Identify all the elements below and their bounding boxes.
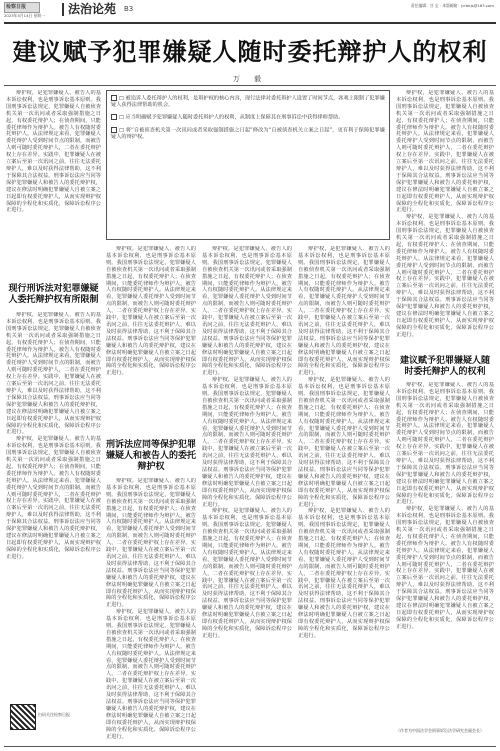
bottom-rule	[4, 746, 496, 747]
paragraph: 辩护权，是犯罪嫌疑人、被告人的基本诉讼权利，也是刑事诉讼基本原则。我国刑事诉讼法规定，犯罪嫌疑人自被侦查机关第一次讯问或者采取强制措施之日起，有权委托辩护人；在侦查期间，只能委托律师作为辩护人。被告人有权随时委托辩护人。从法律规定来看，犯罪嫌疑人委托辩护人受到时间节点的限制，而被告人则可随时委托辩护人，二者在委托辩护权上存在差异。实践中，犯罪嫌疑人在被立案后至第一次讯问之前，往往无法委托辩护人，难以及时获得法律帮助，这不利于保障其合法权益。刑事诉讼法应当同等保护犯罪嫌疑人和被告人的委托辩护权，建议在修法时明确犯罪嫌疑人自被立案之日起即有权委托辩护人，从而实现辩护权保障的全程化和实质化，保障诉讼程序公正进行。	[106, 478, 196, 609]
paragraph: 辩护权，是犯罪嫌疑人、被告人的基本诉讼权利，也是刑事诉讼基本原则。我国刑事诉讼法规定，犯罪嫌疑人自被侦查机关第一次讯问或者采取强制措施之日起，有权委托辩护人；在侦查期间，只能委托律师作为辩护人。被告人有权随时委托辩护人。从法律规定来看，犯罪嫌疑人委托辩护人受到时间节点的限制，而被告人则可随时委托辩护人，二者在委托辩护权上存在差异。实践中，犯罪嫌疑人在被立案后至第一次讯问之前，往往无法委托辩护人，难以及时获得法律帮助，这不利于保障其合法权益。刑事诉讼法应当同等保护犯罪嫌疑人和被告人的委托辩护权，建议在修法时明确犯罪嫌疑人自被立案之日起即有权委托辩护人，从而实现辩护权保障的全程化和实质化，保障诉讼程序公正进行。	[396, 506, 494, 630]
column-1-text-2	[6, 312, 101, 697]
paragraph: 辩护权，是犯罪嫌疑人、被告人的基本诉讼权利，也是刑事诉讼基本原则。我国刑事诉讼法规定，犯罪嫌疑人自被侦查机关第一次讯问或者采取强制措施之日起，有权委托辩护人；在侦查期间，只能委托律师作为辩护人。被告人有权随时委托辩护人。从法律规定来看，犯罪嫌疑人委托辩护人受到时间节点的限制，而被告人则可随时委托辩护人，二者在委托辩护权上存在差异。实践中，犯罪嫌疑人在被立案后至第一次讯问之前，往往无法委托辩护人，难以及时获得法律帮助，这不利于保障其合法权益。刑事诉讼法应当同等保护犯罪嫌疑人和被告人的委托辩护权，建议在修法时明确犯罪嫌疑人自被立案之日起即有权委托辩护人，从而实现辩护权保障的全程化和实质化，保障诉讼程序公正进行。	[396, 382, 494, 506]
bullet-square-icon	[111, 127, 117, 133]
paragraph: 辩护权，是犯罪嫌疑人、被告人的基本诉讼权利，也是刑事诉讼基本原则。我国刑事诉讼法规定，犯罪嫌疑人自被侦查机关第一次讯问或者采取强制措施之日起，有权委托辩护人；在侦查期间，只能委托律师作为辩护人。被告人有权随时委托辩护人。从法律规定来看，犯罪嫌疑人委托辩护人受到时间节点的限制，而被告人则可随时委托辩护人，二者在委托辩护权上存在差异。实践中，犯罪嫌疑人在被立案后至第一次讯问之前，往往无法委托辩护人，难以及时获得法律帮助，这不利于保障其合法权益。刑事诉讼法应当同等保护犯罪嫌疑人和被告人的委托辩护权，建议在修法时明确犯罪嫌疑人自被立案之日起即有权委托辩护人，从而实现辩护权保障的全程化和实质化，保障诉讼程序公正进行。	[106, 609, 196, 740]
column-2-text	[106, 246, 196, 436]
column-5-text-2	[396, 382, 494, 722]
paragraph: 辩护权，是犯罪嫌疑人、被告人的基本诉讼权利，也是刑事诉讼基本原则。我国刑事诉讼法规定，犯罪嫌疑人自被侦查机关第一次讯问或者采取强制措施之日起，有权委托辩护人；在侦查期间，只能委托律师作为辩护人。被告人有权随时委托辩护人。从法律规定来看，犯罪嫌疑人委托辩护人受到时间节点的限制，而被告人则可随时委托辩护人，二者在委托辩护权上存在差异。实践中，犯罪嫌疑人在被立案后至第一次讯问之前，往往无法委托辩护人，难以及时获得法律帮助，这不利于保障其合法权益。刑事诉讼法应当同等保护犯罪嫌疑人和被告人的委托辩护权，建议在修法时明确犯罪嫌疑人自被立案之日起即有权委托辩护人，从而实现辩护权保障的全程化和实质化，保障诉讼程序公正进行。	[202, 508, 292, 639]
qr-caption: 扫码关注检察日报	[38, 712, 70, 717]
article-author: 万 毅	[232, 75, 268, 83]
paragraph: 辩护权，是犯罪嫌疑人、被告人的基本诉讼权利，也是刑事诉讼基本原则。我国刑事诉讼法规定，犯罪嫌疑人自被侦查机关第一次讯问或者采取强制措施之日起，有权委托辩护人；在侦查期间，只能委托律师作为辩护人。被告人有权随时委托辩护人。从法律规定来看，犯罪嫌疑人委托辩护人受到时间节点的限制，而被告人则可随时委托辩护人，二者在委托辩护权上存在差异。实践中，犯罪嫌疑人在被立案后至第一次讯问之前，往往无法委托辩护人，难以及时获得法律帮助，这不利于保障其合法权益。刑事诉讼法应当同等保护犯罪嫌疑人和被告人的委托辩护权，建议在修法时明确犯罪嫌疑人自被立案之日起即有权委托辩护人，从而实现辩护权保障的全程化和实质化，保障诉讼程序公正进行。	[6, 90, 101, 214]
paragraph: 辩护权，是犯罪嫌疑人、被告人的基本诉讼权利，也是刑事诉讼基本原则。我国刑事诉讼法规定，犯罪嫌疑人自被侦查机关第一次讯问或者采取强制措施之日起，有权委托辩护人；在侦查期间，只能委托律师作为辩护人。被告人有权随时委托辩护人。从法律规定来看，犯罪嫌疑人委托辩护人受到时间节点的限制，而被告人则可随时委托辩护人，二者在委托辩护权上存在差异。实践中，犯罪嫌疑人在被立案后至第一次讯问之前，往往无法委托辩护人，难以及时获得法律帮助，这不利于保障其合法权益。刑事诉讼法应当同等保护犯罪嫌疑人和被告人的委托辩护权，建议在修法时明确犯罪嫌疑人自被立案之日起即有权委托辩护人，从而实现辩护权保障的全程化和实质化，保障诉讼程序公正进行。	[202, 377, 292, 508]
paragraph: 辩护权，是犯罪嫌疑人、被告人的基本诉讼权利，也是刑事诉讼基本原则。我国刑事诉讼法规定，犯罪嫌疑人自被侦查机关第一次讯问或者采取强制措施之日起，有权委托辩护人；在侦查期间，只能委托律师作为辩护人。被告人有权随时委托辩护人。从法律规定来看，犯罪嫌疑人委托辩护人受到时间节点的限制，而被告人则可随时委托辩护人，二者在委托辩护权上存在差异。实践中，犯罪嫌疑人在被立案后至第一次讯问之前，往往无法委托辩护人，难以及时获得法律帮助，这不利于保障其合法权益。刑事诉讼法应当同等保护犯罪嫌疑人和被告人的委托辩护权，建议在修法时明确犯罪嫌疑人自被立案之日起即有权委托辩护人，从而实现辩护权保障的全程化和实质化，保障诉讼程序公正进行。	[298, 508, 390, 639]
summary-point: □ 应当明确赋予犯罪嫌疑人随时委托辩护人的权利，从制度上保障其在刑事诉讼中获得律师帮助。	[111, 114, 385, 121]
page-number: B3	[124, 5, 134, 13]
column-5-text	[396, 90, 494, 350]
paragraph: 辩护权，是犯罪嫌疑人、被告人的基本诉讼权利，也是刑事诉讼基本原则。我国刑事诉讼法规定，犯罪嫌疑人自被侦查机关第一次讯问或者采取强制措施之日起，有权委托辩护人；在侦查期间，只能委托律师作为辩护人。被告人有权随时委托辩护人。从法律规定来看，犯罪嫌疑人委托辩护人受到时间节点的限制，而被告人则可随时委托辩护人，二者在委托辩护权上存在差异。实践中，犯罪嫌疑人在被立案后至第一次讯问之前，往往无法委托辩护人，难以及时获得法律帮助，这不利于保障其合法权益。刑事诉讼法应当同等保护犯罪嫌疑人和被告人的委托辩护权，建议在修法时明确犯罪嫌疑人自被立案之日起即有权委托辩护人，从而实现辩护权保障的全程化和实质化，保障诉讼程序公正进行。	[202, 246, 292, 377]
paragraph: 辩护权，是犯罪嫌疑人、被告人的基本诉讼权利，也是刑事诉讼基本原则。我国刑事诉讼法规定，犯罪嫌疑人自被侦查机关第一次讯问或者采取强制措施之日起，有权委托辩护人；在侦查期间，只能委托律师作为辩护人。被告人有权随时委托辩护人。从法律规定来看，犯罪嫌疑人委托辩护人受到时间节点的限制，而被告人则可随时委托辩护人，二者在委托辩护权上存在差异。实践中，犯罪嫌疑人在被立案后至第一次讯问之前，往往无法委托辩护人，难以及时获得法律帮助，这不利于保障其合法权益。刑事诉讼法应当同等保护犯罪嫌疑人和被告人的委托辩护权，建议在修法时明确犯罪嫌疑人自被立案之日起即有权委托辩护人，从而实现辩护权保障的全程化和实质化，保障诉讼程序公正进行。	[298, 246, 390, 377]
paragraph: 辩护权，是犯罪嫌疑人、被告人的基本诉讼权利，也是刑事诉讼基本原则。我国刑事诉讼法规定，犯罪嫌疑人自被侦查机关第一次讯问或者采取强制措施之日起，有权委托辩护人；在侦查期间，只能委托律师作为辩护人。被告人有权随时委托辩护人。从法律规定来看，犯罪嫌疑人委托辩护人受到时间节点的限制，而被告人则可随时委托辩护人，二者在委托辩护权上存在差异。实践中，犯罪嫌疑人在被立案后至第一次讯问之前，往往无法委托辩护人，难以及时获得法律帮助，这不利于保障其合法权益。刑事诉讼法应当同等保护犯罪嫌疑人和被告人的委托辩护权，建议在修法时明确犯罪嫌疑人自被立案之日起即有权委托辩护人，从而实现辩护权保障的全程化和实质化，保障诉讼程序公正进行。	[6, 312, 101, 436]
column-1-text	[6, 90, 101, 280]
masthead-rule	[4, 22, 496, 24]
subheading-2: 刑诉法应同等保护犯罪嫌疑人和被告人的委托辩护权	[106, 440, 197, 472]
paper-name: 检察日报	[6, 4, 27, 10]
bullet-square-icon	[111, 95, 117, 101]
title-rule	[4, 85, 496, 86]
paragraph: 辩护权，是犯罪嫌疑人、被告人的基本诉讼权利，也是刑事诉讼基本原则。我国刑事诉讼法规定，犯罪嫌疑人自被侦查机关第一次讯问或者采取强制措施之日起，有权委托辩护人；在侦查期间，只能委托律师作为辩护人。被告人有权随时委托辩护人。从法律规定来看，犯罪嫌疑人委托辩护人受到时间节点的限制，而被告人则可随时委托辩护人，二者在委托辩护权上存在差异。实践中，犯罪嫌疑人在被立案后至第一次讯问之前，往往无法委托辩护人，难以及时获得法律帮助，这不利于保障其合法权益。刑事诉讼法应当同等保护犯罪嫌疑人和被告人的委托辩护权，建议在修法时明确犯罪嫌疑人自被立案之日起即有权委托辩护人，从而实现辩护权保障的全程化和实质化，保障诉讼程序公正进行。	[6, 436, 101, 560]
date-line: 2023年5月14日 星期一	[4, 13, 45, 18]
column-2-text-2	[106, 478, 196, 743]
section-title: 法治论苑	[62, 3, 116, 16]
summary-box	[106, 90, 390, 240]
paragraph: 辩护权，是犯罪嫌疑人、被告人的基本诉讼权利，也是刑事诉讼基本原则。我国刑事诉讼法规定，犯罪嫌疑人自被侦查机关第一次讯问或者采取强制措施之日起，有权委托辩护人；在侦查期间，只能委托律师作为辩护人。被告人有权随时委托辩护人。从法律规定来看，犯罪嫌疑人委托辩护人受到时间节点的限制，而被告人则可随时委托辩护人，二者在委托辩护权上存在差异。实践中，犯罪嫌疑人在被立案后至第一次讯问之前，往往无法委托辩护人，难以及时获得法律帮助，这不利于保障其合法权益。刑事诉讼法应当同等保护犯罪嫌疑人和被告人的委托辩护权，建议在修法时明确犯罪嫌疑人自被立案之日起即有权委托辩护人，从而实现辩护权保障的全程化和实质化，保障诉讼程序公正进行。	[396, 214, 494, 338]
column-4-text	[298, 246, 390, 743]
column-3-text	[202, 246, 292, 743]
summary-point: □ 被追诉人委托辩护人的权利，是辩护权的核心内容，现行法律对委托辩护人设置了时间节点，客观上限制了犯罪嫌疑人获得法律帮助的机会。	[111, 95, 385, 109]
paragraph: 辩护权，是犯罪嫌疑人、被告人的基本诉讼权利，也是刑事诉讼基本原则。我国刑事诉讼法规定，犯罪嫌疑人自被侦查机关第一次讯问或者采取强制措施之日起，有权委托辩护人；在侦查期间，只能委托律师作为辩护人。被告人有权随时委托辩护人。从法律规定来看，犯罪嫌疑人委托辩护人受到时间节点的限制，而被告人则可随时委托辩护人，二者在委托辩护权上存在差异。实践中，犯罪嫌疑人在被立案后至第一次讯问之前，往往无法委托辩护人，难以及时获得法律帮助，这不利于保障其合法权益。刑事诉讼法应当同等保护犯罪嫌疑人和被告人的委托辩护权，建议在修法时明确犯罪嫌疑人自被立案之日起即有权委托辩护人，从而实现辩护权保障的全程化和实质化，保障诉讼程序公正进行。	[106, 246, 196, 377]
article-title: 建议赋予犯罪嫌疑人随时委托辩护人的权利	[12, 37, 488, 66]
subheading-1: 现行刑诉法对犯罪嫌疑人委托辩护权有所限制	[8, 284, 99, 305]
paragraph: 辩护权，是犯罪嫌疑人、被告人的基本诉讼权利，也是刑事诉讼基本原则。我国刑事诉讼法规定，犯罪嫌疑人自被侦查机关第一次讯问或者采取强制措施之日起，有权委托辩护人；在侦查期间，只能委托律师作为辩护人。被告人有权随时委托辩护人。从法律规定来看，犯罪嫌疑人委托辩护人受到时间节点的限制，而被告人则可随时委托辩护人，二者在委托辩护权上存在差异。实践中，犯罪嫌疑人在被立案后至第一次讯问之前，往往无法委托辩护人，难以及时获得法律帮助，这不利于保障其合法权益。刑事诉讼法应当同等保护犯罪嫌疑人和被告人的委托辩护权，建议在修法时明确犯罪嫌疑人自被立案之日起即有权委托辩护人，从而实现辩护权保障的全程化和实质化，保障诉讼程序公正进行。	[298, 377, 390, 508]
bullet-square-icon	[111, 114, 117, 120]
author-note: （作者为中国法学会刑事诉讼法学研究会副会长）	[396, 728, 484, 733]
qr-code	[10, 704, 36, 730]
editor-info: 责任编辑：甘 宝 · 本版邮箱：jcrbkjs@163.com	[410, 3, 494, 8]
paragraph: 辩护权，是犯罪嫌疑人、被告人的基本诉讼权利，也是刑事诉讼基本原则。我国刑事诉讼法规定，犯罪嫌疑人自被侦查机关第一次讯问或者采取强制措施之日起，有权委托辩护人；在侦查期间，只能委托律师作为辩护人。被告人有权随时委托辩护人。从法律规定来看，犯罪嫌疑人委托辩护人受到时间节点的限制，而被告人则可随时委托辩护人，二者在委托辩护权上存在差异。实践中，犯罪嫌疑人在被立案后至第一次讯问之前，往往无法委托辩护人，难以及时获得法律帮助，这不利于保障其合法权益。刑事诉讼法应当同等保护犯罪嫌疑人和被告人的委托辩护权，建议在修法时明确犯罪嫌疑人自被立案之日起即有权委托辩护人，从而实现辩护权保障的全程化和实质化，保障诉讼程序公正进行。	[396, 90, 494, 214]
subheading-3: 建议赋予犯罪嫌疑人随时委托辩护人的权利	[399, 356, 490, 377]
summary-point: □ 将“自被侦查机关第一次讯问或者采取强制措施之日起”修改为“自被侦查机关立案之日起”，更有利于保障犯罪嫌疑人的辩护权。	[111, 127, 385, 141]
